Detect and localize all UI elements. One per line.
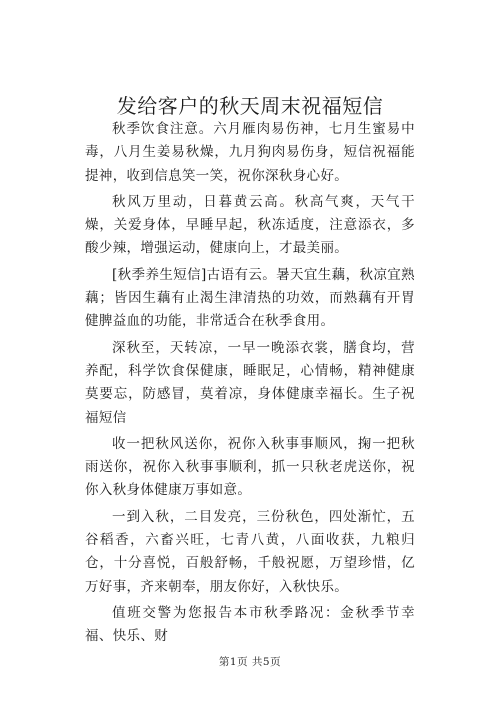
paragraph-6: 一到入秋，二目发亮，三份秋色，四处渐忙，五谷稻香，六畜兴旺，七青八黄，八面收获，九粮归仓，十分喜悦，百般舒畅，千般祝愿，万望珍惜，亿万好事，齐来朝奉，朋友你好，入秋快乐。 (85, 508, 415, 595)
paragraph-2: 秋风万里动，日暮黄云高。秋高气爽，天气干燥，关爱身体，早睡早起，秋冻适度，注意添衣，多酸少辣，增强运动，健康向上，才最美丽。 (85, 193, 415, 257)
paragraph-4: 深秋至，天转凉，一早一晚添衣裳，膳食均，营养配，科学饮食保健康，睡眠足，心情畅，精神健康莫要忘，防感冒，莫着凉，身体健康幸福长。生子祝福短信 (85, 339, 415, 426)
document-body (85, 118, 415, 652)
paragraph-5: 收一把秋风送你，祝你入秋事事顺风，掬一把秋雨送你，祝你入秋事事顺利，抓一只秋老虎送你，祝你入秋身体健康万事如意。 (85, 435, 415, 499)
document-title: 发给客户的秋天周末祝福短信 (116, 94, 384, 118)
paragraph-1: 秋季饮食注意。六月雁肉易伤神，七月生蜜易中毒，八月生姜易秋燥，九月狗肉易伤身，短信祝福能提神，收到信息笑一笑，祝你深秋身心好。 (85, 121, 415, 184)
paragraph-7: 值班交警为您报告本市秋季路况：金秋季节幸福、快乐、财 (85, 604, 415, 645)
page-number-footer: 第1页 共5页 (218, 656, 282, 668)
paragraph-3: [秋季养生短信]古语有云。暑天宜生藕，秋凉宜熟藕；皆因生藕有止渴生津清热的功效，而熟藕有开胃健脾益血的功能，非常适合在秋季食用。 (85, 266, 415, 330)
